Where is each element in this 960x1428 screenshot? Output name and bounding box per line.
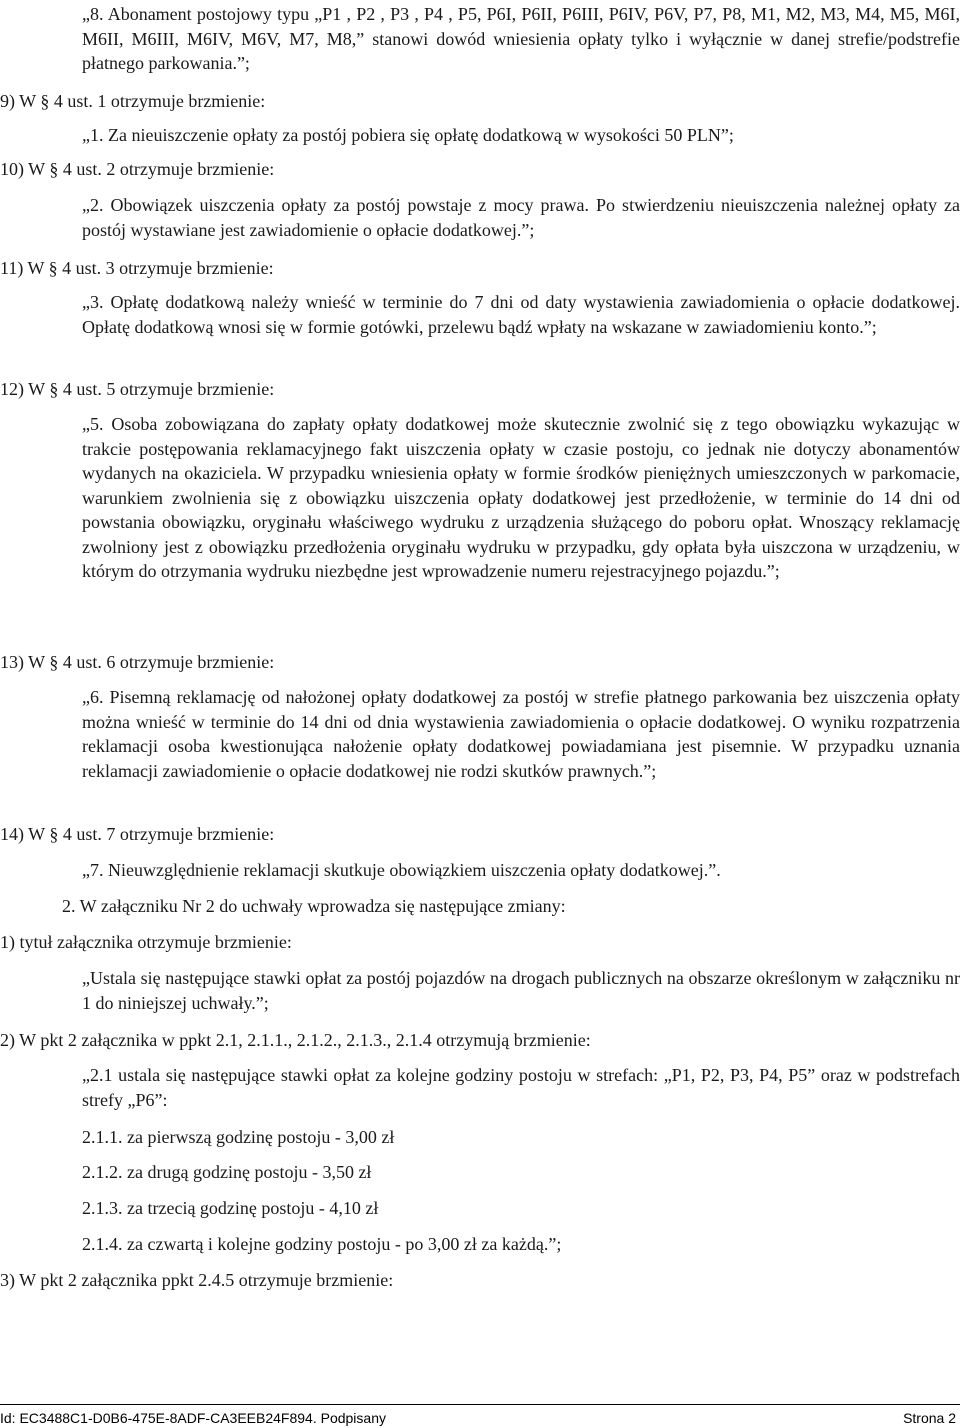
paragraph-13: „6. Pisemną reklamację od nałożonej opłaty dodatkowej za postój w strefie płatnego parkowania bez uiszczenia opłaty można wnieść w terminie do 14 dni od dnia wystawienia zawiadomienia o opłacie dodatkowej. O wyniku rozpatrzenia reklamacji osoba kwestionująca nałożenie opłaty dodatkowej powiadamiana jest pisemnie. W przypadku uznania reklamacji zawiadomienie o opłacie dodatkowej nie rodzi skutków prawnych.”; xyxy=(82,687,960,781)
item-1-text: „Ustala się następujące stawki opłat za postój pojazdów na drogach publicznych na obszarze określonym w załączniku nr 1 do niniejszej uchwały.”; xyxy=(82,968,960,1013)
footer-document-id: Id: EC3488C1-D0B6-475E-8ADF-CA3EEB24F894. Podpisany xyxy=(0,1410,386,1426)
section-2-heading: 2. W załączniku Nr 2 do uchwały wprowadza się następujące zmiany: xyxy=(62,896,566,916)
amendment-heading-11: 11) W § 4 ust. 3 otrzymuje brzmienie: xyxy=(0,258,274,278)
paragraph-10: „2. Obowiązek uiszczenia opłaty za postój powstaje z mocy prawa. Po stwierdzeniu nieuiszczenia należnej opłaty za postój wystawiane jest zawiadomienie o opłacie dodatkowej.”; xyxy=(82,195,960,240)
footer-divider xyxy=(0,1404,960,1405)
paragraph-8: „8. Abonament postojowy typu „P1 , P2 , P3 , P4 , P5, P6I, P6II, P6III, P6IV, P6V, P7, P8, M1, M2, M3, M4, M5, M6I, M6II, M6III, M6IV, M6V, M7, M8,” stanowi dowód wniesienia opłaty tylko i wyłącznie w danej strefie/podstrefie płatnego parkowania.”; xyxy=(82,4,960,73)
amendment-heading-13: 13) W § 4 ust. 6 otrzymuje brzmienie: xyxy=(0,652,275,672)
amendment-heading-9: 9) W § 4 ust. 1 otrzymuje brzmienie: xyxy=(0,91,266,111)
amendment-heading-10: 10) W § 4 ust. 2 otrzymuje brzmienie: xyxy=(0,159,275,179)
paragraph-9: „1. Za nieuiszczenie opłaty za postój pobiera się opłatę dodatkową w wysokości 50 PLN”; xyxy=(82,125,734,145)
amendment-heading-12: 12) W § 4 ust. 5 otrzymuje brzmienie: xyxy=(0,379,275,399)
item-2-heading: 2) W pkt 2 załącznika w ppkt 2.1, 2.1.1., 2.1.2., 2.1.3., 2.1.4 otrzymują brzmienie: xyxy=(0,1030,591,1050)
paragraph-14: „7. Nieuwzględnienie reklamacji skutkuje obowiązkiem uiszczenia opłaty dodatkowej.”. xyxy=(82,860,721,880)
rate-2-1-1: 2.1.1. za pierwszą godzinę postoju - 3,00 zł xyxy=(82,1127,395,1147)
footer-page-number: Strona 2 xyxy=(903,1410,956,1426)
rate-2-1-3: 2.1.3. za trzecią godzinę postoju - 4,10 zł xyxy=(82,1198,379,1218)
item-1-heading: 1) tytuł załącznika otrzymuje brzmienie: xyxy=(0,932,292,952)
rate-2-1-4: 2.1.4. za czwartą i kolejne godziny postoju - po 3,00 zł za każdą.”; xyxy=(82,1234,562,1254)
paragraph-12: „5. Osoba zobowiązana do zapłaty opłaty dodatkowej może skutecznie zwolnić się z tego obowiązku wykazując w trakcie postępowania reklamacyjnego fakt uiszczenia opłaty w czasie postoju, co jednak nie dotyczy abonamentów wydanych na okaziciela. W przypadku wniesienia opłaty w formie środków pieniężnych umieszczonych w parkomacie, warunkiem zwolnienia się z obowiązku uiszczenia opłaty dodatkowej jest przedłożenie, w terminie do 14 dni od powstania obowiązku, oryginału właściwego wydruku z urządzenia służącego do poboru opłat. Wnoszący reklamację zwolniony jest z obowiązku przedłożenia oryginału wydruku w przypadku, gdy opłata była uiszczona w urządzeniu, w którym do otrzymania wydruku niezbędne jest wprowadzenie numeru rejestracyjnego pojazdu.”; xyxy=(82,414,960,581)
rate-2-1-2: 2.1.2. za drugą godzinę postoju - 3,50 zł xyxy=(82,1162,372,1182)
item-2-text: „2.1 ustala się następujące stawki opłat za kolejne godziny postoju w strefach: „P1, P2, P3, P4, P5” oraz w podstrefach strefy „P6”: xyxy=(82,1065,960,1110)
amendment-heading-14: 14) W § 4 ust. 7 otrzymuje brzmienie: xyxy=(0,824,275,844)
paragraph-11: „3. Opłatę dodatkową należy wnieść w terminie do 7 dni od daty wystawienia zawiadomienia o opłacie dodatkowej. Opłatę dodatkową wnosi się w formie gotówki, przelewu bądź wpłaty na wskazane w zawiadomieniu konto.”; xyxy=(82,292,960,337)
item-3-heading: 3) W pkt 2 załącznika ppkt 2.4.5 otrzymuje brzmienie: xyxy=(0,1270,394,1290)
